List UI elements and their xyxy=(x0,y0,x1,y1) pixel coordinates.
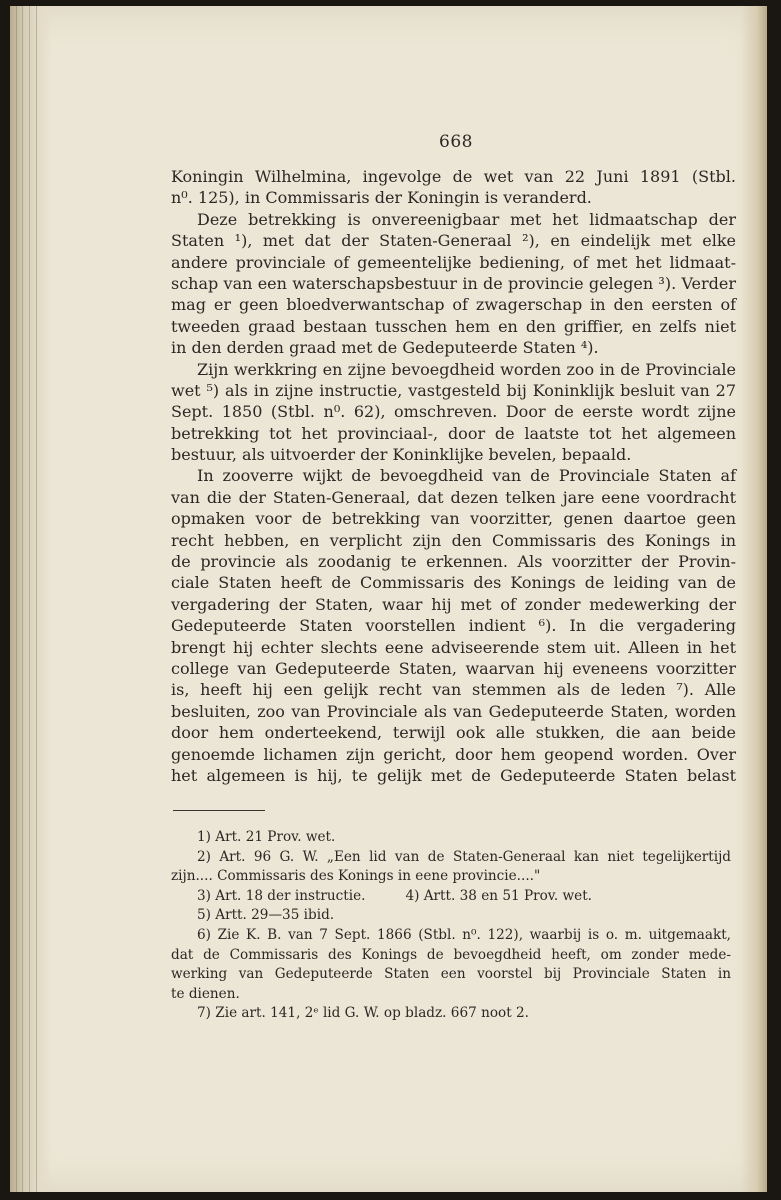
text-line: college van Gedeputeerde Staten, waarvan hij eveneens voorzitter xyxy=(171,658,736,678)
footnote-3-4-row xyxy=(171,887,731,907)
text-line: ciale Staten heeft de Commissaris des Konings de leiding van de xyxy=(171,573,736,593)
book-spine xyxy=(10,6,52,1192)
footnote-2-continued: zijn.... Commissaris des Konings in eene provincie...." xyxy=(171,868,541,885)
text-line: bestuur, als uitvoerder der Koninklijke bevelen, bepaald. xyxy=(171,445,632,465)
footnote-2: 2) Art. 96 G. W. „Een lid van de Staten-Generaal kan niet tegelijkertijd xyxy=(197,848,731,865)
text-line: Staten ¹), met dat der Staten-Generaal ²), en eindelijk met elke xyxy=(171,231,736,251)
footnote-7: 7) Zie art. 141, 2ᵉ lid G. W. op bladz. 667 noot 2. xyxy=(197,1005,529,1022)
text-line: recht hebben, en verplicht zijn den Commissaris des Konings in xyxy=(171,530,736,550)
text-line: het algemeen is hij, te gelijk met de Gedeputeerde Staten belast xyxy=(171,765,736,785)
footnote-6: 6) Zie K. B. van 7 Sept. 1866 (Stbl. n⁰. 122), waarbij is o. m. uitgemaakt, xyxy=(197,926,731,943)
text-line: mag er geen bloedverwantschap of zwagerschap in den eersten of xyxy=(171,295,736,315)
text-line: betrekking tot het provinciaal-, door de laatste tot het algemeen xyxy=(171,423,736,443)
text-line: andere provinciale of gemeentelijke bediening, of met het lidmaat- xyxy=(171,252,736,272)
footnote-4: 4) Artt. 38 en 51 Prov. wet. xyxy=(405,887,592,904)
text-line: brengt hij echter slechts eene adviseerende stem uit. Alleen in het xyxy=(171,637,736,657)
text-line: Zijn werkkring en zijne bevoegdheid worden zoo in de Provinciale xyxy=(197,359,736,379)
text-line: is, heeft hij een gelijk recht van stemmen als de leden ⁷). Alle xyxy=(171,680,736,700)
text-line: In zooverre wijkt de bevoegdheid van de Provinciale Staten af xyxy=(197,466,736,486)
footnote-6-continued: werking van Gedeputeerde Staten een voorstel bij Provinciale Staten in xyxy=(171,966,731,983)
text-line: Sept. 1850 (Stbl. n⁰. 62), omschreven. Door de eerste wordt zijne xyxy=(171,402,736,422)
text-line: Koningin Wilhelmina, ingevolge de wet van 22 Juni 1891 (Stbl. xyxy=(171,167,736,186)
footnotes xyxy=(171,828,731,1024)
text-line: tweeden graad bestaan tusschen hem en den griffier, en zelfs niet xyxy=(171,316,736,336)
text-line: wet ⁵) als in zijne instructie, vastgesteld bij Koninklijk besluit van 27 xyxy=(171,380,736,400)
text-line: door hem onderteekend, terwijl ook alle stukken, die aan beide xyxy=(171,723,736,743)
text-line: Gedeputeerde Staten voorstellen indient ⁶). In die vergadering xyxy=(171,616,736,636)
page-number: 668 xyxy=(439,132,473,152)
text-line: Deze betrekking is onvereenigbaar met het lidmaatschap der xyxy=(197,209,736,229)
body-text xyxy=(171,166,736,786)
book-page xyxy=(10,6,767,1192)
text-line: in den derden graad met de Gedeputeerde Staten ⁴). xyxy=(171,338,599,358)
text-line: besluiten, zoo van Provinciale als van Gedeputeerde Staten, worden xyxy=(171,701,736,721)
footnote-1: 1) Art. 21 Prov. wet. xyxy=(197,829,336,845)
footnote-divider xyxy=(173,810,265,811)
footnote-6-continued: te dienen. xyxy=(171,985,240,1002)
text-line: de provincie als zoodanig te erkennen. Als voorzitter der Provin- xyxy=(171,552,736,572)
footnote-6-continued: dat de Commissaris des Konings de bevoegdheid heeft, om zonder mede- xyxy=(171,946,731,963)
text-line: opmaken voor de betrekking van voorzitter, genen daartoe geen xyxy=(171,509,736,529)
text-line: schap van een waterschapsbestuur in de provincie gelegen ³). Verder xyxy=(171,273,736,293)
text-line: n⁰. 125), in Commissaris der Koningin is veranderd. xyxy=(171,188,592,208)
text-line: vergadering der Staten, waar hij met of zonder medewerking der xyxy=(171,594,736,614)
footnote-5: 5) Artt. 29—35 ibid. xyxy=(197,907,335,924)
text-line: genoemde lichamen zijn gericht, door hem geopend worden. Over xyxy=(171,744,736,764)
footnote-3: 3) Art. 18 der instructie. xyxy=(197,887,366,904)
text-line: van die der Staten-Generaal, dat dezen telken jare eene voordracht xyxy=(171,487,736,507)
page-edge xyxy=(741,6,767,1192)
